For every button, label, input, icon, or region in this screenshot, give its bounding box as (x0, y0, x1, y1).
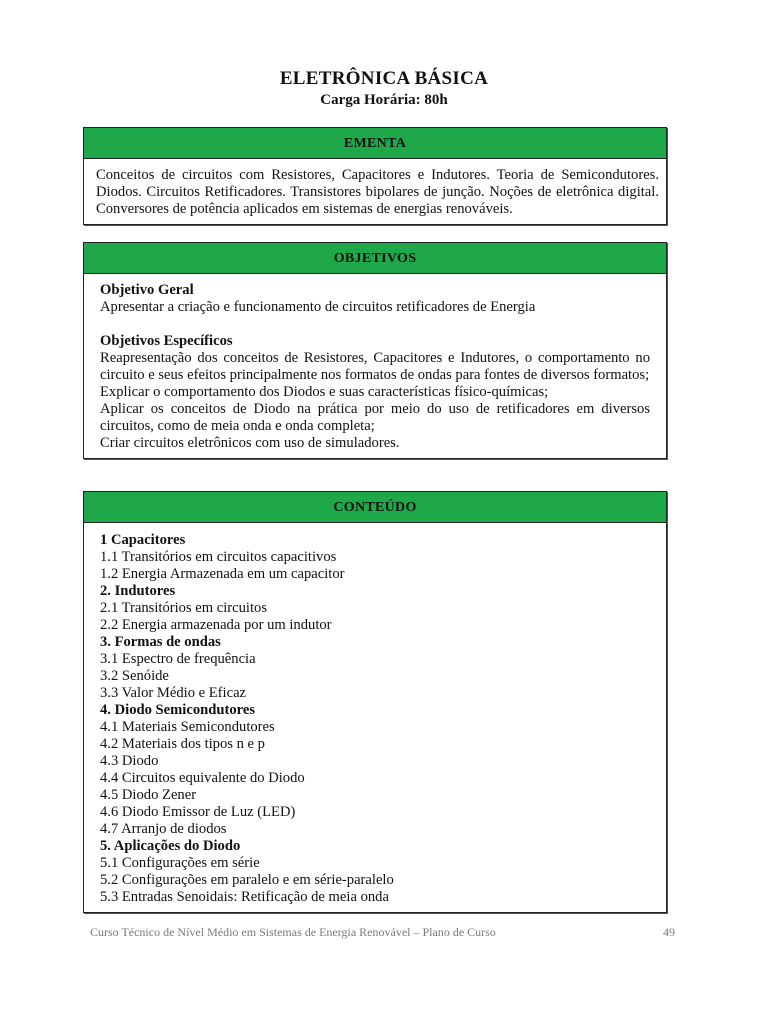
list-item: 5.3 Entradas Senoidais: Retificação de meia onda (100, 889, 389, 905)
objetivos-especificos-label: Objetivos Específicos (100, 333, 233, 349)
objetivo-especifico: Reapresentação dos conceitos de Resistores, Capacitores e Indutores, o comportamento no circuito e seus efeitos principalmente nos formatos de ondas para fontes de diversos formatos; (100, 350, 650, 383)
list-item: 2. Indutores (100, 583, 176, 599)
objetivo-especifico: Aplicar os conceitos de Diodo na prática por meio do uso de retificadores em diversos circuitos, como de meia onda e onda completa; (100, 401, 650, 434)
conteudo-section (83, 491, 667, 913)
page-number: 49 (663, 925, 675, 939)
list-item: 3.3 Valor Médio e Eficaz (100, 685, 247, 701)
objetivo-especifico: Explicar o comportamento dos Diodos e suas características físico-químicas; (100, 384, 549, 400)
list-item: 3.2 Senóide (100, 668, 169, 684)
list-item: 4.7 Arranjo de diodos (100, 821, 227, 837)
list-item: 4.1 Materiais Semicondutores (100, 719, 275, 735)
list-item: 2.2 Energia armazenada por um indutor (100, 617, 332, 633)
list-item: 4.4 Circuitos equivalente do Diodo (100, 770, 305, 786)
objetivo-geral-text: Apresentar a criação e funcionamento de circuitos retificadores de Energia (100, 299, 536, 315)
ementa-text: Conceitos de circuitos com Resistores, Capacitores e Indutores. Teoria de Semicondutores. Diodos. Circuitos Retificadores. Transistores bipolares de junção. Noções de eletrônica digital. Conversores de potência aplicados em sistemas de energias renováveis. (96, 167, 659, 217)
objetivos-header: OBJETIVOS (84, 243, 666, 274)
list-item: 4.2 Materiais dos tipos n e p (100, 736, 265, 752)
list-item: 3.1 Espectro de frequência (100, 651, 256, 667)
objetivo-geral-label: Objetivo Geral (100, 282, 194, 298)
list-item: 5.2 Configurações em paralelo e em série-paralelo (100, 872, 394, 888)
page-title: ELETRÔNICA BÁSICA (279, 68, 489, 89)
objetivos-section (83, 242, 667, 459)
list-item: 4.3 Diodo (100, 753, 159, 769)
list-item: 2.1 Transitórios em circuitos (100, 600, 268, 616)
page-footer: Curso Técnico de Nível Médio em Sistemas de Energia Renovável – Plano de Curso (90, 925, 496, 939)
list-item: 1.2 Energia Armazenada em um capacitor (100, 566, 345, 582)
conteudo-list (84, 523, 666, 912)
list-item: 1 Capacitores (100, 532, 186, 548)
workload-subtitle: Carga Horária: 80h (320, 92, 448, 108)
objetivos-body (84, 274, 666, 458)
list-item: 1.1 Transitórios em circuitos capacitivos (100, 549, 337, 565)
conteudo-header: CONTEÚDO (84, 492, 666, 523)
list-item: 5.1 Configurações em série (100, 855, 260, 871)
ementa-header: EMENTA (84, 128, 666, 159)
list-item: 4.5 Diodo Zener (100, 787, 197, 803)
objetivo-especifico: Criar circuitos eletrônicos com uso de simuladores. (100, 435, 400, 451)
list-item: 4. Diodo Semicondutores (100, 702, 256, 718)
list-item: 4.6 Diodo Emissor de Luz (LED) (100, 804, 296, 820)
list-item: 5. Aplicações do Diodo (100, 838, 241, 854)
ementa-section (83, 127, 667, 225)
list-item: 3. Formas de ondas (100, 634, 221, 650)
